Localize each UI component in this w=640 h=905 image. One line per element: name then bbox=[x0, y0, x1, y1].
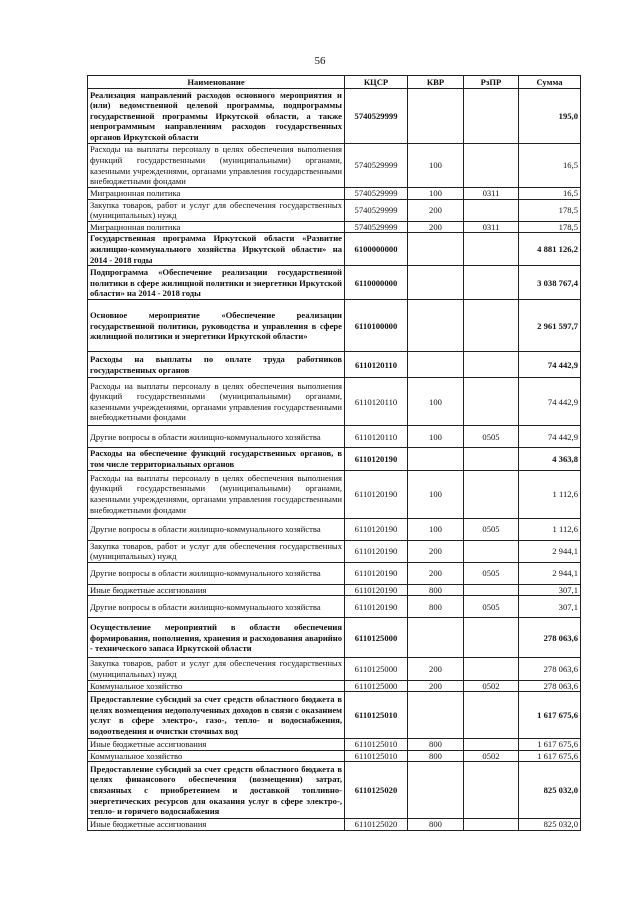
row-kvr: 800 bbox=[408, 584, 464, 596]
row-kvr: 100 bbox=[408, 378, 464, 426]
row-rzpr bbox=[464, 692, 519, 739]
row-kcsr: 6110125000 bbox=[345, 680, 408, 692]
table-row bbox=[88, 199, 581, 221]
header-sum: Сумма bbox=[519, 76, 581, 89]
row-kcsr: 6110125020 bbox=[345, 762, 408, 819]
row-name: Осуществление мероприятий в области обеспечения формирования, пополнения, хранения и расходования аварийно - технического запаса Иркутской области bbox=[88, 618, 345, 658]
row-name: Другие вопросы в области жилищно-коммунального хозяйства bbox=[88, 426, 345, 448]
row-sum: 4 881 126,2 bbox=[519, 233, 581, 266]
row-sum: 1 112,6 bbox=[519, 470, 581, 518]
row-kvr: 200 bbox=[408, 199, 464, 221]
table-row bbox=[88, 518, 581, 540]
row-kvr: 200 bbox=[408, 680, 464, 692]
row-kcsr: 6110100000 bbox=[345, 300, 408, 352]
row-rzpr: 0311 bbox=[464, 221, 519, 233]
row-kcsr: 6110120190 bbox=[345, 562, 408, 584]
row-rzpr: 0505 bbox=[464, 426, 519, 448]
row-kvr: 200 bbox=[408, 221, 464, 233]
table-row bbox=[88, 762, 581, 819]
row-kcsr: 6110125000 bbox=[345, 658, 408, 680]
row-kvr: 800 bbox=[408, 739, 464, 751]
row-rzpr bbox=[464, 199, 519, 221]
row-sum: 178,5 bbox=[519, 221, 581, 233]
row-kcsr: 5740529999 bbox=[345, 188, 408, 200]
row-rzpr bbox=[464, 266, 519, 300]
row-kcsr: 6110125020 bbox=[345, 819, 408, 831]
row-kcsr: 6110000000 bbox=[345, 266, 408, 300]
row-kcsr: 6110120190 bbox=[345, 584, 408, 596]
row-name: Расходы на выплаты по оплате труда работников государственных органов bbox=[88, 352, 345, 378]
row-kcsr: 6110120190 bbox=[345, 518, 408, 540]
row-kvr: 800 bbox=[408, 750, 464, 762]
row-rzpr bbox=[464, 658, 519, 680]
row-rzpr: 0505 bbox=[464, 562, 519, 584]
row-sum: 825 032,0 bbox=[519, 819, 581, 831]
row-sum: 2 944,1 bbox=[519, 540, 581, 562]
row-name: Коммунальное хозяйство bbox=[88, 680, 345, 692]
row-sum: 16,5 bbox=[519, 188, 581, 200]
row-name: Реализация направлений расходов основного мероприятия и (или) ведомственной целевой программы, подпрограммы государственной программы Иркутской области, а также непрограммным направлениям расходов государственных органов Иркутской области bbox=[88, 89, 345, 144]
row-name: Предоставление субсидий за счет средств областного бюджета в целях финансового обеспечения (возмещения) затрат, связанных с приобретением и доставкой топливно-энергетических ресурсов для оказания услуг в сфере электро-, тепло- и горячего водоснабжения bbox=[88, 762, 345, 819]
row-rzpr: 0311 bbox=[464, 188, 519, 200]
row-kcsr: 6100000000 bbox=[345, 233, 408, 266]
row-sum: 74 442,9 bbox=[519, 378, 581, 426]
row-kvr: 800 bbox=[408, 819, 464, 831]
row-kcsr: 5740529999 bbox=[345, 221, 408, 233]
table-row bbox=[88, 618, 581, 658]
table-row bbox=[88, 233, 581, 266]
row-name: Закупка товаров, работ и услуг для обеспечения государственных (муниципальных) нужд bbox=[88, 199, 345, 221]
row-kcsr: 6110125010 bbox=[345, 739, 408, 751]
table-row bbox=[88, 658, 581, 680]
row-kvr: 200 bbox=[408, 540, 464, 562]
table-body bbox=[88, 89, 581, 831]
row-name: Основное мероприятие «Обеспечение реализации государственной политики, руководства и управления в сфере жилищной политики и энергетики Иркутской области» bbox=[88, 300, 345, 352]
row-name: Подпрограмма «Обеспечение реализации государственной политики в сфере жилищной политики и энергетики Иркутской области» на 2014 - 2018 годы bbox=[88, 266, 345, 300]
row-name: Расходы на выплаты персоналу в целях обеспечения выполнения функций государственными (муниципальными) органами, казенными учреждениями, органами управления государственными внебюджетными фондами bbox=[88, 144, 345, 188]
row-name: Расходы на выплаты персоналу в целях обеспечения выполнения функций государственными (муниципальными) органами, казенными учреждениями, органами управления государственными внебюджетными фондами bbox=[88, 470, 345, 518]
table-header-row bbox=[88, 76, 581, 89]
table-row bbox=[88, 540, 581, 562]
row-kcsr: 6110120110 bbox=[345, 378, 408, 426]
row-sum: 278 063,6 bbox=[519, 680, 581, 692]
row-sum: 1 112,6 bbox=[519, 518, 581, 540]
row-name: Миграционная политика bbox=[88, 188, 345, 200]
row-kvr: 200 bbox=[408, 562, 464, 584]
row-name: Иные бюджетные ассигнования bbox=[88, 819, 345, 831]
row-sum: 825 032,0 bbox=[519, 762, 581, 819]
table-row bbox=[88, 692, 581, 739]
row-rzpr bbox=[464, 618, 519, 658]
row-kcsr: 6110125010 bbox=[345, 692, 408, 739]
row-kvr bbox=[408, 233, 464, 266]
header-rzpr: РзПР bbox=[464, 76, 519, 89]
header-kcsr: КЦСР bbox=[345, 76, 408, 89]
row-rzpr bbox=[464, 352, 519, 378]
row-kvr: 100 bbox=[408, 188, 464, 200]
table-row bbox=[88, 739, 581, 751]
row-kvr bbox=[408, 266, 464, 300]
row-kcsr: 5740529999 bbox=[345, 199, 408, 221]
row-rzpr bbox=[464, 378, 519, 426]
table-row bbox=[88, 562, 581, 584]
row-name: Другие вопросы в области жилищно-коммунального хозяйства bbox=[88, 562, 345, 584]
row-name: Иные бюджетные ассигнования bbox=[88, 584, 345, 596]
row-rzpr bbox=[464, 300, 519, 352]
row-sum: 2 944,1 bbox=[519, 562, 581, 584]
row-name: Другие вопросы в области жилищно-коммунального хозяйства bbox=[88, 596, 345, 618]
row-sum: 1 617 675,6 bbox=[519, 739, 581, 751]
row-kvr bbox=[408, 352, 464, 378]
table-row bbox=[88, 596, 581, 618]
row-rzpr bbox=[464, 89, 519, 144]
table-row bbox=[88, 819, 581, 831]
row-kcsr: 6110120190 bbox=[345, 470, 408, 518]
row-kvr bbox=[408, 89, 464, 144]
row-sum: 278 063,6 bbox=[519, 618, 581, 658]
row-rzpr bbox=[464, 762, 519, 819]
row-sum: 195,0 bbox=[519, 89, 581, 144]
row-kcsr: 6110120190 bbox=[345, 448, 408, 470]
table-row bbox=[88, 426, 581, 448]
row-name: Расходы на обеспечение функций государственных органов, в том числе территориальных органов bbox=[88, 448, 345, 470]
row-name: Государственная программа Иркутской области «Развитие жилищно-коммунального хозяйства Иркутской области» на 2014 - 2018 годы bbox=[88, 233, 345, 266]
table-row bbox=[88, 89, 581, 144]
table-row bbox=[88, 448, 581, 470]
row-name: Другие вопросы в области жилищно-коммунального хозяйства bbox=[88, 518, 345, 540]
table-row bbox=[88, 188, 581, 200]
row-kcsr: 6110120190 bbox=[345, 596, 408, 618]
row-kcsr: 6110125000 bbox=[345, 618, 408, 658]
row-kcsr: 6110125010 bbox=[345, 750, 408, 762]
row-kvr bbox=[408, 762, 464, 819]
row-sum: 74 442,9 bbox=[519, 352, 581, 378]
table-row bbox=[88, 266, 581, 300]
row-rzpr bbox=[464, 819, 519, 831]
row-rzpr bbox=[464, 739, 519, 751]
row-name: Коммунальное хозяйство bbox=[88, 750, 345, 762]
row-name: Миграционная политика bbox=[88, 221, 345, 233]
row-name: Иные бюджетные ассигнования bbox=[88, 739, 345, 751]
row-kvr: 100 bbox=[408, 518, 464, 540]
row-rzpr: 0502 bbox=[464, 750, 519, 762]
row-kcsr: 6110120110 bbox=[345, 426, 408, 448]
table-row bbox=[88, 300, 581, 352]
table-row bbox=[88, 352, 581, 378]
row-sum: 3 038 767,4 bbox=[519, 266, 581, 300]
budget-table bbox=[87, 75, 581, 831]
row-name: Закупка товаров, работ и услуг для обеспечения государственных (муниципальных) нужд bbox=[88, 540, 345, 562]
row-sum: 74 442,9 bbox=[519, 426, 581, 448]
table-row bbox=[88, 221, 581, 233]
row-sum: 16,5 bbox=[519, 144, 581, 188]
row-sum: 278 063,6 bbox=[519, 658, 581, 680]
row-rzpr bbox=[464, 584, 519, 596]
row-rzpr bbox=[464, 448, 519, 470]
row-kcsr: 6110120190 bbox=[345, 540, 408, 562]
row-sum: 178,5 bbox=[519, 199, 581, 221]
row-kvr bbox=[408, 300, 464, 352]
row-kcsr: 6110120110 bbox=[345, 352, 408, 378]
row-kvr bbox=[408, 618, 464, 658]
row-kvr: 100 bbox=[408, 144, 464, 188]
row-rzpr: 0502 bbox=[464, 680, 519, 692]
row-rzpr bbox=[464, 540, 519, 562]
row-kcsr: 5740529999 bbox=[345, 144, 408, 188]
row-rzpr bbox=[464, 144, 519, 188]
table-row bbox=[88, 470, 581, 518]
table-row bbox=[88, 144, 581, 188]
row-sum: 307,1 bbox=[519, 584, 581, 596]
row-kvr: 800 bbox=[408, 596, 464, 618]
table-row bbox=[88, 750, 581, 762]
table-row bbox=[88, 584, 581, 596]
row-name: Закупка товаров, работ и услуг для обеспечения государственных (муниципальных) нужд bbox=[88, 658, 345, 680]
row-name: Предоставление субсидий за счет средств областного бюджета в целях возмещения недополученных доходов в связи с оказанием услуг в сфере электро-, газо-, тепло- и водоснабжения, водоотведения и очистки сточных вод bbox=[88, 692, 345, 739]
table-row bbox=[88, 378, 581, 426]
table-row bbox=[88, 680, 581, 692]
row-rzpr: 0505 bbox=[464, 596, 519, 618]
row-kvr: 200 bbox=[408, 658, 464, 680]
row-kvr: 100 bbox=[408, 426, 464, 448]
row-rzpr: 0505 bbox=[464, 518, 519, 540]
row-sum: 4 363,8 bbox=[519, 448, 581, 470]
row-kvr bbox=[408, 692, 464, 739]
row-kcsr: 5740529999 bbox=[345, 89, 408, 144]
row-sum: 1 617 675,6 bbox=[519, 692, 581, 739]
row-sum: 307,1 bbox=[519, 596, 581, 618]
row-rzpr bbox=[464, 470, 519, 518]
row-kvr: 100 bbox=[408, 470, 464, 518]
row-name: Расходы на выплаты персоналу в целях обеспечения выполнения функций государственными (муниципальными) органами, казенными учреждениями, органами управления государственными внебюджетными фондами bbox=[88, 378, 345, 426]
page-number: 56 bbox=[314, 55, 326, 67]
row-kvr bbox=[408, 448, 464, 470]
row-sum: 2 961 597,7 bbox=[519, 300, 581, 352]
header-kvr: КВР bbox=[408, 76, 464, 89]
row-sum: 1 617 675,6 bbox=[519, 750, 581, 762]
row-rzpr bbox=[464, 233, 519, 266]
header-name: Наименование bbox=[88, 76, 345, 89]
